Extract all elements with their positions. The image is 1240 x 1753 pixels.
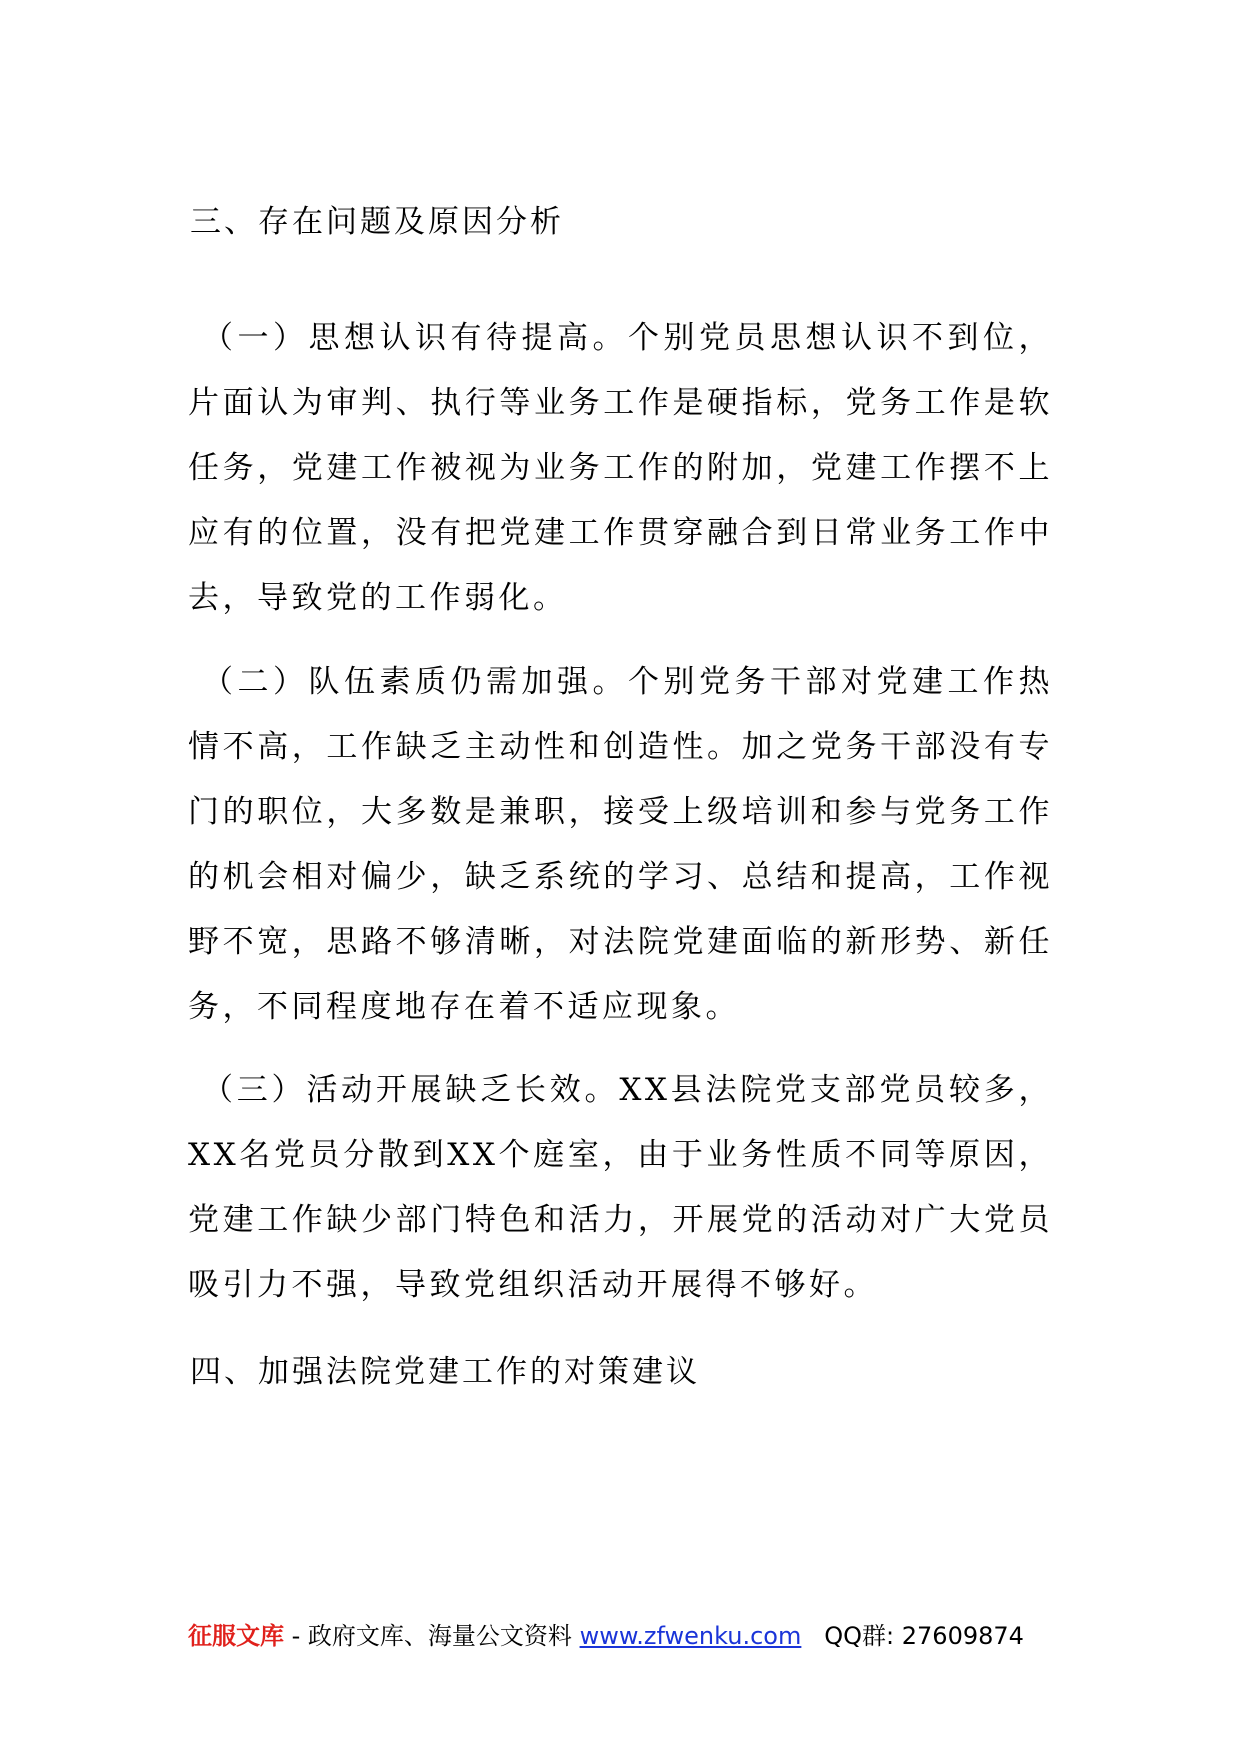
section-heading-4: 四、加强法院党建工作的对策建议 xyxy=(190,1354,700,1390)
footer-url-link[interactable]: www.zfwenku.com xyxy=(579,1622,802,1650)
page-footer xyxy=(188,1618,1058,1654)
paragraph-2: （二）队伍素质仍需加强。个别党务干部对党建工作热情不高，工作缺乏主动性和创造性。加之党务干部没有专门的职位，大多数是兼职，接受上级培训和参与党务工作的机会相对偏少，缺乏系统的学习、总结和提高，工作视野不宽，思路不够清晰，对法院党建面临的新形势、新任务，不同程度地存在着不适应现象。 xyxy=(188,664,1053,1025)
paragraph-1: （一）思想认识有待提高。个别党员思想认识不到位，片面认为审判、执行等业务工作是硬指标，党务工作是软任务，党建工作被视为业务工作的附加，党建工作摆不上应有的位置，没有把党建工作贯穿融合到日常业务工作中去，导致党的工作弱化。 xyxy=(188,320,1053,616)
footer-brand: 征服文库 xyxy=(188,1622,284,1650)
paragraph-3: （三）活动开展缺乏长效。XX县法院党支部党员较多，XX名党员分散到XX个庭室，由于业务性质不同等原因，党建工作缺少部门特色和活力，开展党的活动对广大党员吸引力不强，导致党组织活动开展得不够好。 xyxy=(188,1072,1053,1303)
footer-qq: QQ群: 27609874 xyxy=(824,1622,1024,1650)
section-heading-3: 三、存在问题及原因分析 xyxy=(190,204,564,240)
footer-description: 政府文库、海量公文资料 xyxy=(307,1622,572,1650)
footer-separator: - xyxy=(284,1622,308,1650)
